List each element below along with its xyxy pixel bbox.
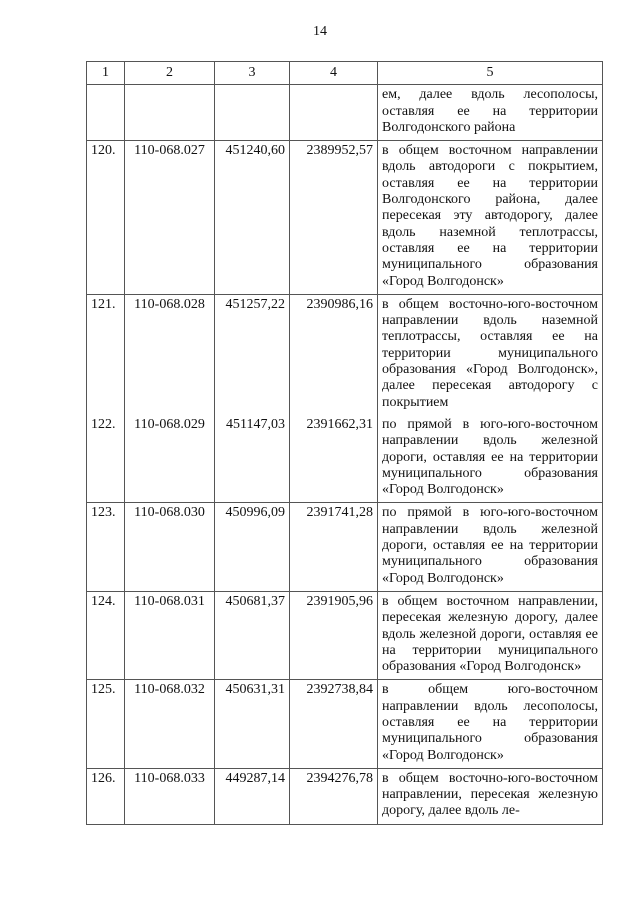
header-cell-1: 1: [87, 62, 125, 85]
boundary-description: в общем восточно-юго-восточном направлении, пересекая железную дорогу, далее вдоль ле-: [378, 768, 603, 824]
boundary-description: в общем юго-восточном направлении вдоль лесополосы, оставляя ее на территории муниципального образования «Город Волгодонск»: [378, 680, 603, 768]
point-code: 110-068.029: [125, 415, 215, 503]
row-number: 126.: [87, 768, 125, 824]
coordinate-y: 2391741,28: [290, 503, 378, 591]
row-number: 124.: [87, 591, 125, 679]
row-number: 125.: [87, 680, 125, 768]
row-number: 120.: [87, 141, 125, 295]
continuation-cell-x: [215, 85, 290, 141]
coordinate-x: 450996,09: [215, 503, 290, 591]
point-code: 110-068.031: [125, 591, 215, 679]
boundary-table: [86, 61, 603, 825]
boundary-description: в общем восточном направлении, пересекая железную дорогу, далее вдоль железной дороги, оставляя ее на территории муниципального образования «Город Волгодонск»: [378, 591, 603, 679]
point-code: 110-068.027: [125, 141, 215, 295]
point-code: 110-068.033: [125, 768, 215, 824]
continuation-row: [87, 85, 603, 141]
table-row: [87, 503, 603, 591]
coordinate-x: 449287,14: [215, 768, 290, 824]
coordinate-x: 451147,03: [215, 415, 290, 503]
header-cell-2: 2: [125, 62, 215, 85]
row-number: 122.: [87, 415, 125, 503]
row-number: 123.: [87, 503, 125, 591]
point-code: 110-068.030: [125, 503, 215, 591]
header-cell-3: 3: [215, 62, 290, 85]
table-row: [87, 141, 603, 295]
point-code: 110-068.032: [125, 680, 215, 768]
table-row: [87, 680, 603, 768]
coordinate-y: 2394276,78: [290, 768, 378, 824]
table-row: [87, 294, 603, 415]
table-row: [87, 591, 603, 679]
header-row: [87, 62, 603, 85]
boundary-description: по прямой в юго-юго-восточном направлении вдоль железной дороги, оставляя ее на территории муниципального образования «Город Волгодонск»: [378, 415, 603, 503]
boundary-description: по прямой в юго-юго-восточном направлении вдоль железной дороги, оставляя ее на территории муниципального образования «Город Волгодонск»: [378, 503, 603, 591]
header-cell-5: 5: [378, 62, 603, 85]
coordinate-y: 2391662,31: [290, 415, 378, 503]
boundary-description: в общем восточно-юго-восточном направлении вдоль наземной теплотрассы, оставляя ее на территории муниципального образования «Город Волгодонск», далее пересекая автодорогу с покрытием: [378, 294, 603, 415]
page-number: 14: [313, 24, 327, 39]
coordinate-y: 2391905,96: [290, 591, 378, 679]
continuation-cell-num: [87, 85, 125, 141]
continuation-description: ем, далее вдоль лесополосы, оставляя ее на территории Волгодонского района: [378, 85, 603, 141]
coordinate-y: 2389952,57: [290, 141, 378, 295]
continuation-cell-code: [125, 85, 215, 141]
coordinate-x: 450631,31: [215, 680, 290, 768]
point-code: 110-068.028: [125, 294, 215, 415]
table-row: [87, 768, 603, 824]
coordinate-y: 2390986,16: [290, 294, 378, 415]
continuation-cell-y: [290, 85, 378, 141]
coordinate-x: 451240,60: [215, 141, 290, 295]
coordinate-x: 451257,22: [215, 294, 290, 415]
table-row: [87, 415, 603, 503]
row-number: 121.: [87, 294, 125, 415]
boundary-description: в общем восточном направлении вдоль автодороги с покрытием, оставляя ее на территории Волгодонского района, далее пересекая эту автодорогу, далее вдоль наземной теплотрассы, оставляя ее на территории муниципального образования «Город Волгодонск»: [378, 141, 603, 295]
coordinate-y: 2392738,84: [290, 680, 378, 768]
coordinate-x: 450681,37: [215, 591, 290, 679]
header-cell-4: 4: [290, 62, 378, 85]
